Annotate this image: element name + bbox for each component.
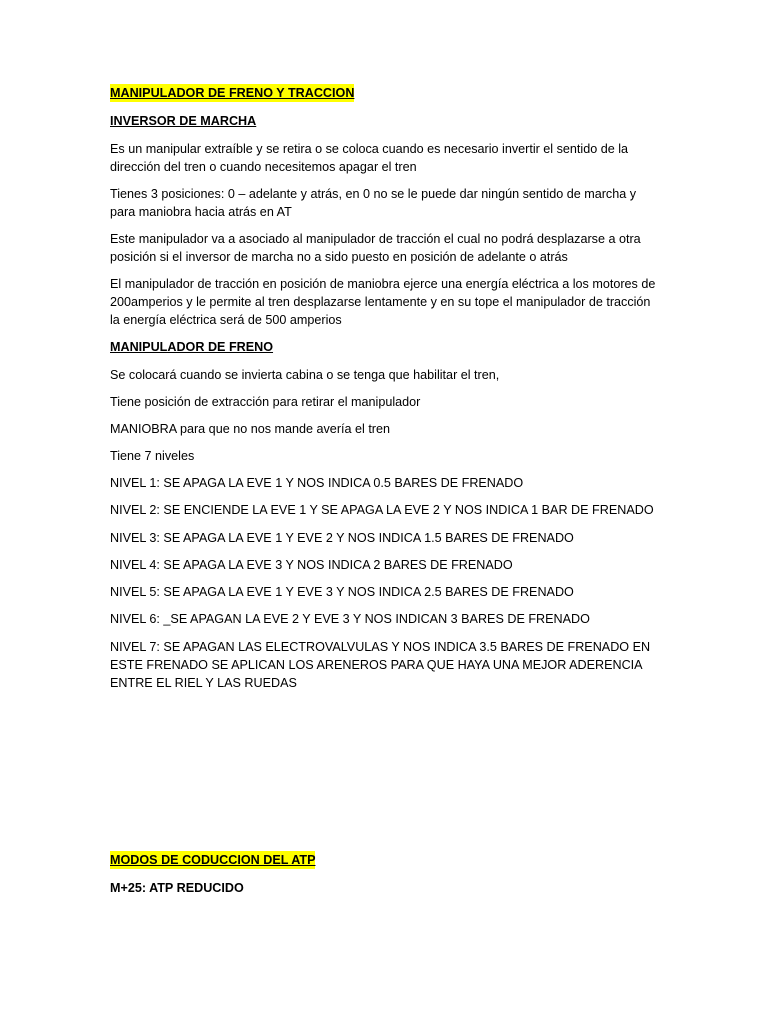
freno-paragraph: Se colocará cuando se invierta cabina o se tenga que habilitar el tren, xyxy=(110,368,500,382)
blank-space xyxy=(110,701,658,851)
nivel-item: NIVEL 1: SE APAGA LA EVE 1 Y NOS INDICA 0.5 BARES DE FRENADO xyxy=(110,476,524,490)
inversor-paragraph: Este manipulador va a asociado al manipulador de tracción el cual no podrá desplazarse a otra posición si el inversor de marcha no a sido puesto en posición de adelante o atrás xyxy=(110,232,641,264)
inversor-paragraph: Es un manipular extraíble y se retira o se coloca cuando es necesario invertir el sentido de la dirección del tren o cuando necesitemos apagar el tren xyxy=(110,142,629,174)
inversor-paragraph: Tienes 3 posiciones: 0 – adelante y atrás, en 0 no se le puede dar ningún sentido de marcha y para maniobra hacia atrás en AT xyxy=(110,187,637,219)
document-page xyxy=(110,84,658,897)
freno-heading: MANIPULADOR DE FRENO xyxy=(110,340,274,354)
freno-paragraph: MANIOBRA para que no nos mande avería el tren xyxy=(110,422,391,436)
nivel-item: NIVEL 2: SE ENCIENDE LA EVE 1 Y SE APAGA LA EVE 2 Y NOS INDICA 1 BAR DE FRENADO xyxy=(110,503,654,518)
atp-mode-line: M+25: ATP REDUCIDO xyxy=(110,881,244,896)
inversor-heading: INVERSOR DE MARCHA xyxy=(110,114,257,128)
freno-paragraph: Tiene posición de extracción para retirar el manipulador xyxy=(110,395,421,409)
freno-heading-block xyxy=(110,338,658,356)
nivel-item: NIVEL 5: SE APAGA LA EVE 1 Y EVE 3 Y NOS INDICA 2.5 BARES DE FRENADO xyxy=(110,585,574,600)
document-title: MANIPULADOR DE FRENO Y TRACCION xyxy=(110,86,355,100)
atp-heading-block xyxy=(110,851,658,869)
nivel-item: NIVEL 7: SE APAGAN LAS ELECTROVALVULAS Y NOS INDICA 3.5 BARES DE FRENADO EN ESTE FRENADO SE APLICAN LOS ARENEROS PARA QUE HAYA UNA MEJOR ADERENCIA ENTRE EL RIEL Y LAS RUEDAS xyxy=(110,639,651,690)
freno-paragraph: Tiene 7 niveles xyxy=(110,449,195,463)
inversor-heading-block xyxy=(110,112,658,130)
atp-heading: MODOS DE CODUCCION DEL ATP xyxy=(110,853,316,868)
nivel-item: NIVEL 6: _SE APAGAN LA EVE 2 Y EVE 3 Y NOS INDICAN 3 BARES DE FRENADO xyxy=(110,612,590,627)
title-block xyxy=(110,84,658,102)
nivel-item: NIVEL 4: SE APAGA LA EVE 3 Y NOS INDICA 2 BARES DE FRENADO xyxy=(110,557,513,572)
inversor-paragraph: El manipulador de tracción en posición de maniobra ejerce una energía eléctrica a los motores de 200amperios y le permite al tren desplazarse lentamente y en su tope el manipulador de tracción la energía eléctrica será de 500 amperios xyxy=(110,277,656,327)
nivel-item: NIVEL 3: SE APAGA LA EVE 1 Y EVE 2 Y NOS INDICA 1.5 BARES DE FRENADO xyxy=(110,530,574,545)
